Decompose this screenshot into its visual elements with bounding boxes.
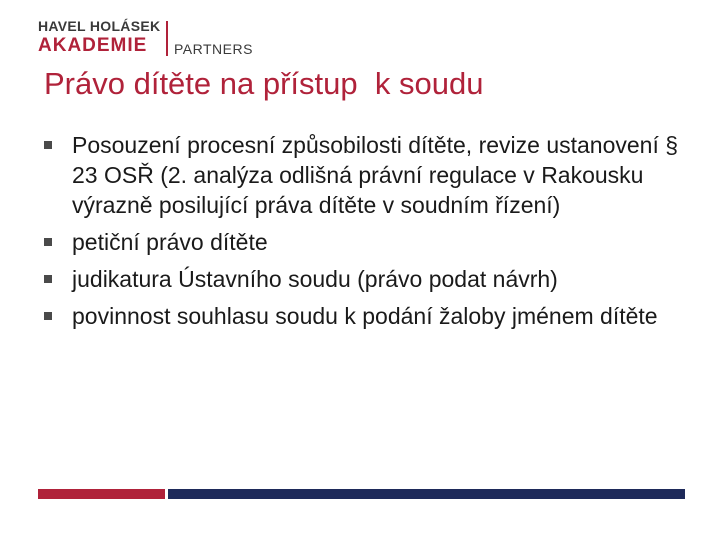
bullet-text: judikatura Ústavního soudu (právo podat návrh) (72, 266, 558, 292)
square-bullet-icon (44, 238, 52, 246)
bullet-list (44, 130, 684, 338)
bullet-item (44, 301, 684, 331)
logo-text-firm: HAVEL HOLÁSEK (38, 18, 161, 34)
company-logo (38, 18, 268, 60)
logo-text-partners: PARTNERS (174, 41, 253, 57)
square-bullet-icon (44, 312, 52, 320)
footer-navy-bar (168, 489, 685, 499)
bullet-item (44, 130, 684, 220)
bullet-item (44, 264, 684, 294)
square-bullet-icon (44, 141, 52, 149)
bullet-text: povinnost souhlasu soudu k podání žaloby jménem dítěte (72, 303, 658, 329)
logo-divider (166, 21, 168, 56)
logo-text-akademie: AKADEMIE (38, 35, 148, 56)
bullet-text: Posouzení procesní způsobilosti dítěte, revize ustanovení § 23 OSŘ (2. analýza odlišná právní regulace v Rakousku výrazně posilující práva dítěte v soudním řízení) (72, 132, 679, 218)
square-bullet-icon (44, 275, 52, 283)
slide-title: Právo dítěte na přístup k soudu (44, 66, 484, 101)
footer-accent-bar (38, 489, 165, 499)
bullet-item (44, 227, 684, 257)
bullet-text: petiční právo dítěte (72, 229, 268, 255)
